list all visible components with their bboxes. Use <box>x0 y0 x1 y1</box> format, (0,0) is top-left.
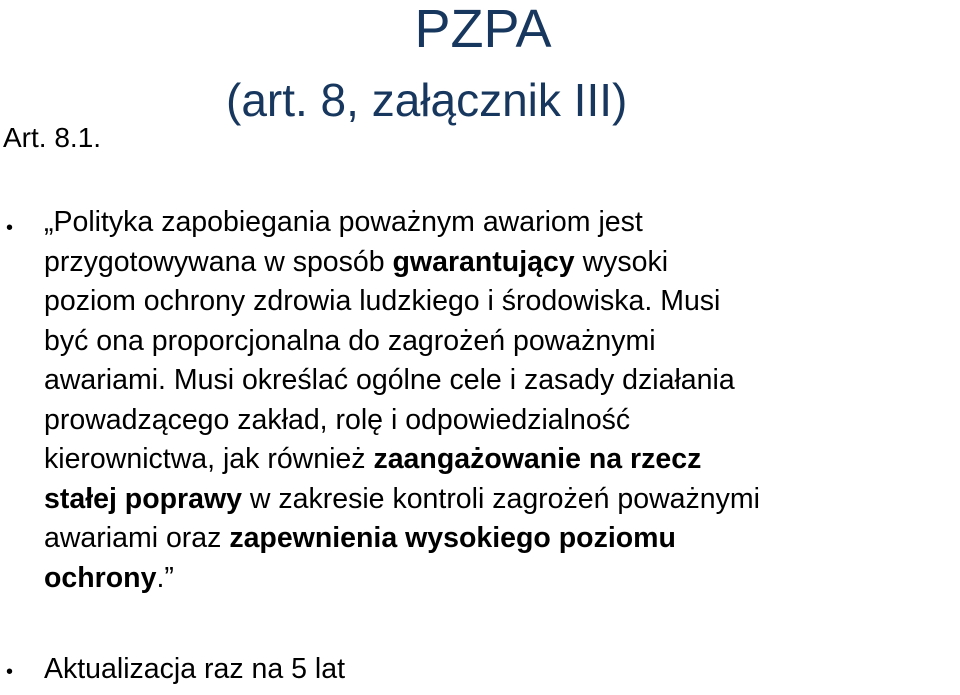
policy-paragraph <box>44 203 956 598</box>
bullet-icon: • <box>6 217 14 239</box>
bold-text: stałej poprawy <box>44 482 242 515</box>
bullet-icon: • <box>6 661 14 683</box>
slide-subtitle: (art. 8, załącznik III) <box>226 74 628 126</box>
bold-text: zapewnienia wysokiego poziomu <box>229 522 676 554</box>
text-run: przygotowywana w sposób <box>44 245 393 278</box>
text-run: w zakresie kontroli zagrożeń poważnymi <box>241 482 760 515</box>
text-run: poziom ochrony zdrowia ludzkiego i środowiska. Musi <box>44 285 721 317</box>
text-run: awariami. Musi określać ogólne cele i zasady działania <box>44 364 735 396</box>
bold-text: gwarantujący <box>392 245 575 278</box>
bold-text: zaangażowanie na rzecz <box>373 443 702 475</box>
update-paragraph: Aktualizacja raz na 5 lat <box>44 653 345 685</box>
article-label: Art. 8.1. <box>3 122 102 153</box>
text-run: prowadzącego zakład, rolę i odpowiedzialność <box>44 403 631 436</box>
paragraph-line <box>44 203 956 243</box>
text-run: być ona proporcjonalna do zagrożeń poważnymi <box>44 324 656 357</box>
paragraph-line <box>44 243 956 283</box>
paragraph-line <box>44 559 956 599</box>
text-run: awariami oraz <box>44 522 230 554</box>
text-run: „Polityka zapobiegania poważnym awariom jest <box>44 206 643 238</box>
bold-text: ochrony <box>44 561 157 594</box>
paragraph-line <box>44 361 956 401</box>
paragraph-line <box>44 440 956 480</box>
slide-title: PZPA <box>414 0 552 59</box>
paragraph-line <box>44 401 956 441</box>
paragraph-line <box>44 480 956 520</box>
paragraph-line <box>44 282 956 322</box>
paragraph-line <box>44 519 956 559</box>
paragraph-line <box>44 322 956 362</box>
text-run: .” <box>156 561 174 594</box>
text-run: wysoki <box>574 245 669 278</box>
text-run: kierownictwa, jak również <box>44 443 374 475</box>
